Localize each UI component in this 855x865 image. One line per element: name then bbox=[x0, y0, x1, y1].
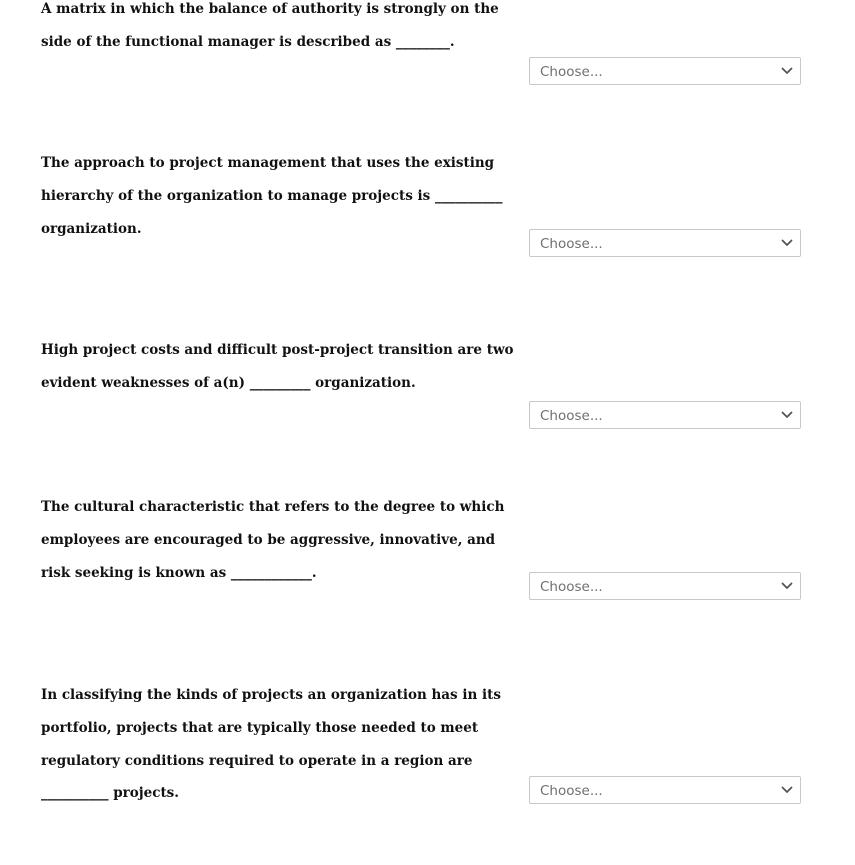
question-5-line-2: portfolio, projects that are typically those needed to meet bbox=[41, 720, 479, 736]
question-2-select-placeholder: Choose... bbox=[540, 236, 603, 252]
question-1-line-2: side of the functional manager is described as ________. bbox=[41, 34, 455, 50]
question-3-line-2: evident weaknesses of a(n) _________ organization. bbox=[41, 375, 416, 391]
question-3-answer-select[interactable] bbox=[529, 401, 801, 429]
question-3-line-1: High project costs and difficult post-project transition are two bbox=[41, 342, 514, 358]
question-4-line-1: The cultural characteristic that refers to the degree to which bbox=[41, 499, 505, 515]
question-2-line-2: hierarchy of the organization to manage projects is __________ bbox=[41, 188, 503, 204]
chevron-down-icon bbox=[781, 411, 793, 419]
question-5-answer-select[interactable] bbox=[529, 776, 801, 804]
question-1-select-placeholder: Choose... bbox=[540, 64, 603, 80]
question-2-line-1: The approach to project management that uses the existing bbox=[41, 155, 495, 171]
question-5-select-placeholder: Choose... bbox=[540, 783, 603, 799]
question-4-answer-select[interactable] bbox=[529, 572, 801, 600]
question-2-line-3: organization. bbox=[41, 221, 142, 237]
chevron-down-icon bbox=[781, 67, 793, 75]
question-4-line-2: employees are encouraged to be aggressive, innovative, and bbox=[41, 532, 496, 548]
question-2-answer-select[interactable] bbox=[529, 229, 801, 257]
chevron-down-icon bbox=[781, 582, 793, 590]
question-4-line-3: risk seeking is known as ____________. bbox=[41, 565, 317, 581]
question-5-line-4: __________ projects. bbox=[41, 785, 179, 801]
chevron-down-icon bbox=[781, 239, 793, 247]
question-3-select-placeholder: Choose... bbox=[540, 408, 603, 424]
question-5-line-1: In classifying the kinds of projects an organization has in its bbox=[41, 687, 501, 703]
chevron-down-icon bbox=[781, 786, 793, 794]
question-5-line-3: regulatory conditions required to operate in a region are bbox=[41, 753, 473, 769]
question-4-select-placeholder: Choose... bbox=[540, 579, 603, 595]
question-1-answer-select[interactable] bbox=[529, 57, 801, 85]
question-1-line-1: A matrix in which the balance of authority is strongly on the bbox=[41, 1, 499, 17]
